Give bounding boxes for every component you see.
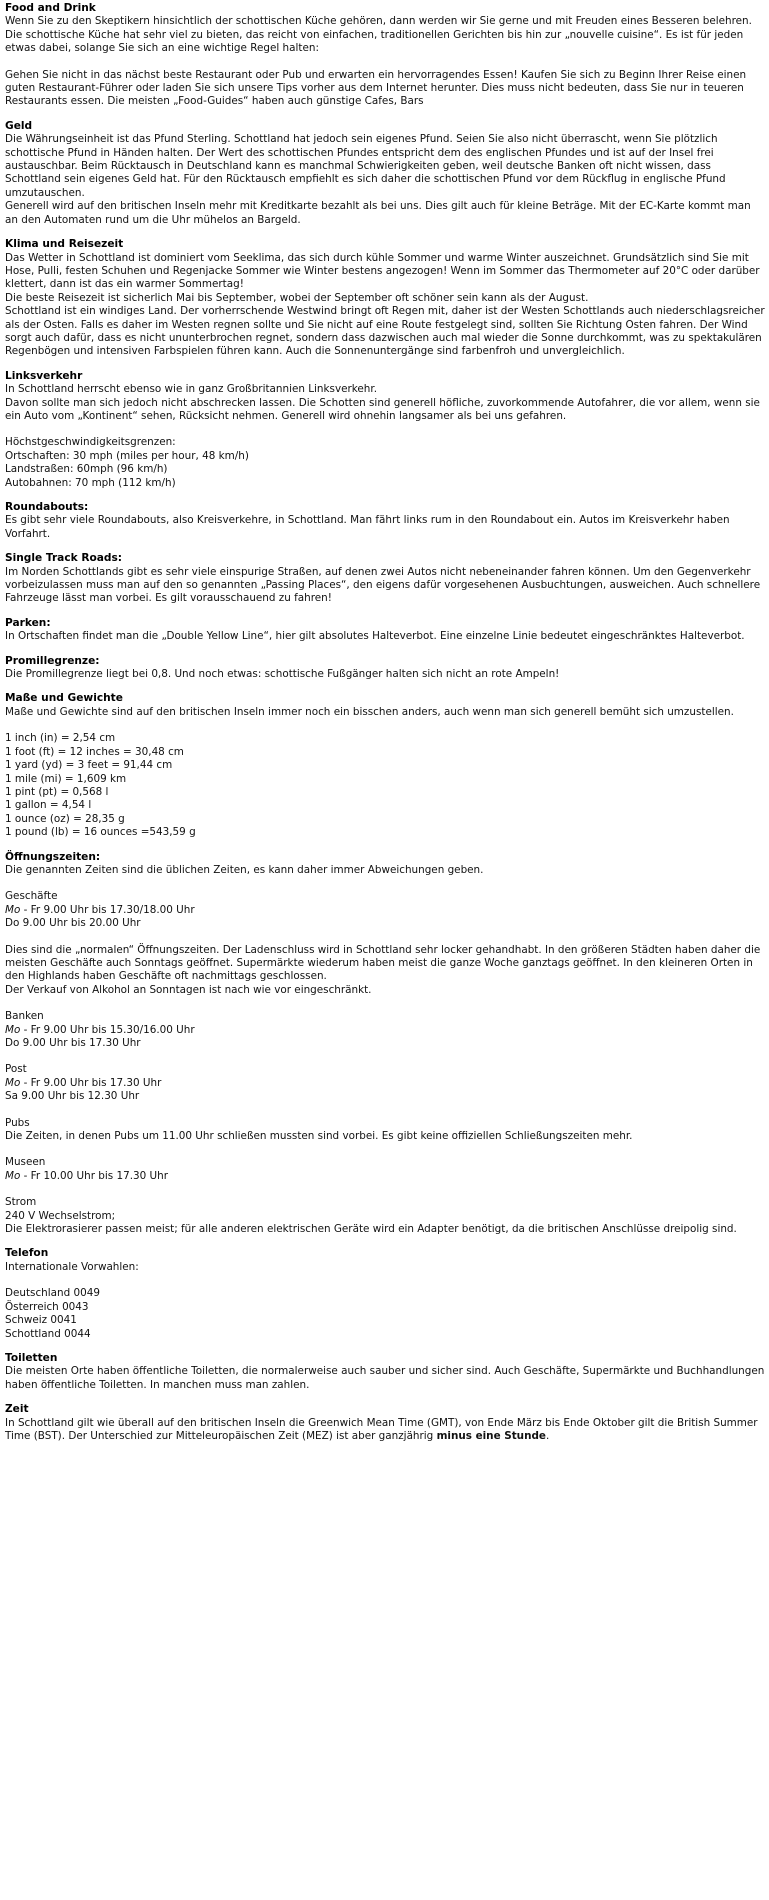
paragraph bbox=[5, 1417, 765, 1444]
paragraph: Die Währungseinheit ist das Pfund Sterling. Schottland hat jedoch sein eigenes Pfund. Seien Sie also nicht überrascht, wenn Sie plötzlich schottische Pfund in Händen halten. Der Wert des schottischen Pfundes entspricht dem des englischen Pfundes und ist auf der Insel frei austauschbar. Beim Rücktausch in Deutschland kann es manchmal Schwierigkeiten geben, weil deutsche Banken oft nicht wissen, dass Schottland sein eigenes Geld hat. Für den Rücktausch empfiehlt es sich daher die schottischen Pfund vor dem Rückflug in englische Pfund umzutauschen. bbox=[5, 133, 726, 199]
paragraph: Davon sollte man sich jedoch nicht abschrecken lassen. Die Schotten sind generell höfliche, zuvorkommende Autofahrer, die vor allem, wenn sie ein Auto vom „Kontinent“ sehen, Rücksicht nehmen. Generell wird ohnehin langsamer als bei uns gefahren. bbox=[5, 396, 760, 422]
heading-masse: Maße und Gewichte bbox=[5, 692, 123, 705]
hours-line bbox=[5, 1024, 765, 1037]
speed-limit-line: Landstraßen: 60mph (96 km/h) bbox=[5, 463, 168, 476]
hours-text: - Fr 9.00 Uhr bis 17.30/18.00 Uhr bbox=[20, 903, 195, 916]
paragraph: Es gibt sehr viele Roundabouts, also Kreisverkehre, in Schottland. Man fährt links rum in den Roundabout ein. Autos im Kreisverkehr haben Vorfahrt. bbox=[5, 514, 730, 540]
section-toiletten bbox=[5, 1352, 765, 1392]
paragraph: Dies sind die „normalen“ Öffnungszeiten. Der Ladenschluss wird in Schottland sehr locker gehandhabt. In den größeren Städten haben daher die meisten Geschäfte auch Sonntags geöffnet. Supermärkte wiederum haben meist die ganze Woche ganztags geöffnet. In den kleineren Orten in den Highlands haben Geschäfte oft nachmittags geschlossen. bbox=[5, 943, 761, 983]
weekday-label: Mo bbox=[5, 1169, 21, 1182]
heading-telefon: Telefon bbox=[5, 1247, 49, 1260]
emphasis-text: minus eine Stunde bbox=[436, 1429, 546, 1442]
speed-limit-line: Autobahnen: 70 mph (112 km/h) bbox=[5, 476, 176, 489]
paragraph: In Ortschaften findet man die „Double Yellow Line“, hier gilt absolutes Halteverbot. Eine einzelne Linie bedeutet eingeschränktes Halteverbot. bbox=[5, 630, 745, 643]
heading-zeit: Zeit bbox=[5, 1403, 29, 1416]
hours-label-banks: Banken bbox=[5, 1010, 44, 1023]
hours-line bbox=[5, 904, 765, 917]
unit-line: 1 foot (ft) = 12 inches = 30,48 cm bbox=[5, 745, 184, 758]
paragraph: Schottland ist ein windiges Land. Der vorherrschende Westwind bringt oft Regen mit, daher ist der Westen Schottlands auch niederschlagsreicher als der Osten. Falls es daher im Westen regnen sollte und Sie nicht auf eine Route festgelegt sind, sollten Sie Richtung Osten fahren. Der Wind sorgt auch dafür, dass es nicht ununterbrochen regnet, sondern dass dazwischen auch mal wieder die Sonne durchkommt, was zu spektakulären Regenbögen und intensiven Farbspielen führen kann. Auch die Sonnenuntergänge sind farbenfroh und unvergleichlich. bbox=[5, 305, 765, 358]
heading-parken: Parken: bbox=[5, 616, 51, 629]
hours-line: Do 9.00 Uhr bis 20.00 Uhr bbox=[5, 917, 141, 930]
unit-line: 1 gallon = 4,54 l bbox=[5, 799, 92, 812]
section-telefon bbox=[5, 1247, 765, 1340]
heading-oeffnungszeiten: Öffnungszeiten: bbox=[5, 850, 101, 863]
paragraph: Die beste Reisezeit ist sicherlich Mai bis September, wobei der September oft schöner sein kann als der August. bbox=[5, 291, 589, 304]
paragraph: Der Verkauf von Alkohol an Sonntagen ist nach wie vor eingeschränkt. bbox=[5, 983, 372, 996]
hours-label-post: Post bbox=[5, 1063, 27, 1076]
weekday-label: Mo bbox=[5, 1076, 21, 1089]
paragraph: Im Norden Schottlands gibt es sehr viele einspurige Straßen, auf denen zwei Autos nicht nebeneinander fahren können. Um den Gegenverkehr vorbeizulassen muss man auf den so genannten „Passing Places“, den eigens dafür vorgesehenen Ausbuchtungen, ausweichen. Auch schnellere Fahrzeuge lässt man vorbei. Es gilt vorausschauend zu fahren! bbox=[5, 565, 761, 605]
dial-code-line: Deutschland 0049 bbox=[5, 1287, 100, 1300]
paragraph: Maße und Gewichte sind auf den britischen Inseln immer noch ein bisschen anders, auch wenn man sich generell bemüht sich umzustellen. bbox=[5, 705, 734, 718]
hours-line bbox=[5, 1170, 765, 1183]
heading-promille: Promillegrenze: bbox=[5, 654, 100, 667]
unit-line: 1 yard (yd) = 3 feet = 91,44 cm bbox=[5, 759, 173, 772]
paragraph: Internationale Vorwahlen: bbox=[5, 1260, 139, 1273]
hours-text: - Fr 9.00 Uhr bis 17.30 Uhr bbox=[20, 1076, 162, 1089]
hours-line: Do 9.00 Uhr bis 17.30 Uhr bbox=[5, 1037, 141, 1049]
unit-line: 1 mile (mi) = 1,609 km bbox=[5, 772, 127, 785]
heading-roundabouts: Roundabouts: bbox=[5, 501, 89, 513]
paragraph: Die genannten Zeiten sind die üblichen Zeiten, es kann daher immer Abweichungen geben. bbox=[5, 863, 484, 876]
paragraph: Die meisten Orte haben öffentliche Toiletten, die normalerweise auch sauber und sicher sind. Auch Geschäfte, Supermärkte und Buchhandlungen haben öffentliche Toiletten. In manchen muss man zahlen. bbox=[5, 1365, 765, 1391]
paragraph: 240 V Wechselstrom; bbox=[5, 1209, 116, 1222]
weekday-label: Mo bbox=[5, 903, 21, 916]
weekday-label: Mo bbox=[5, 1023, 21, 1036]
section-masse bbox=[5, 692, 765, 839]
heading-linksverkehr: Linksverkehr bbox=[5, 369, 83, 382]
speed-limit-line: Ortschaften: 30 mph (miles per hour, 48 km/h) bbox=[5, 449, 249, 462]
dial-code-line: Österreich 0043 bbox=[5, 1300, 89, 1313]
section-roundabouts bbox=[5, 501, 765, 541]
paragraph-text: In Schottland gilt wie überall auf den britischen Inseln die Greenwich Mean Time (GMT), von Ende März bis Ende Oktober gilt die British Summer Time (BST). Der Unterschied zur Mitteleuropäischen Zeit (MEZ) ist aber ganzjährig bbox=[5, 1416, 758, 1442]
section-oeffnungszeiten bbox=[5, 851, 765, 1237]
unit-line: 1 ounce (oz) = 28,35 g bbox=[5, 812, 125, 825]
heading-toiletten: Toiletten bbox=[5, 1351, 58, 1364]
paragraph: Die Elektrorasierer passen meist; für alle anderen elektrischen Geräte wird ein Adapter benötigt, da die britischen Anschlüsse dreipolig sind. bbox=[5, 1223, 737, 1236]
unit-line: 1 pint (pt) = 0,568 l bbox=[5, 785, 109, 798]
paragraph: Das Wetter in Schottland ist dominiert vom Seeklima, das sich durch kühle Sommer und warme Winter auszeichnet. Grundsätzlich sind Sie mit Hose, Pulli, festen Schuhen und Regenjacke Sommer wie Winter bestens angezogen! Wenn im Sommer das Thermometer auf 20°C oder darüber klettert, dann ist das ein warmer Sommertag! bbox=[5, 251, 760, 291]
heading-food: Food and Drink bbox=[5, 2, 96, 14]
section-single-track bbox=[5, 552, 765, 606]
section-zeit bbox=[5, 1403, 765, 1443]
unit-line: 1 inch (in) = 2,54 cm bbox=[5, 732, 116, 745]
section-klima bbox=[5, 238, 765, 359]
heading-klima: Klima und Reisezeit bbox=[5, 238, 124, 251]
paragraph: Die Zeiten, in denen Pubs um 11.00 Uhr schließen mussten sind vorbei. Es gibt keine offiziellen Schließungszeiten mehr. bbox=[5, 1130, 633, 1143]
hours-line bbox=[5, 1077, 765, 1090]
section-promille bbox=[5, 655, 765, 682]
hours-label-shops: Geschäfte bbox=[5, 890, 58, 903]
section-geld bbox=[5, 120, 765, 227]
dial-code-line: Schottland 0044 bbox=[5, 1327, 91, 1340]
label-strom: Strom bbox=[5, 1196, 37, 1209]
paragraph: Die Promillegrenze liegt bei 0,8. Und noch etwas: schottische Fußgänger halten sich nicht an rote Ampeln! bbox=[5, 668, 560, 681]
dial-code-line: Schweiz 0041 bbox=[5, 1314, 77, 1327]
section-food bbox=[5, 2, 765, 109]
section-parken bbox=[5, 617, 765, 644]
unit-line: 1 pound (lb) = 16 ounces =543,59 g bbox=[5, 826, 196, 839]
heading-geld: Geld bbox=[5, 119, 33, 132]
paragraph: Gehen Sie nicht in das nächst beste Restaurant oder Pub und erwarten ein hervorragendes Essen! Kaufen Sie sich zu Beginn Ihrer Reise einen guten Restaurant-Führer oder laden Sie sich unsere Tips vorher aus dem Internet herunter. Dies muss nicht bedeuten, dass Sie nur in teueren Restaurants essen. Die meisten „Food-Guides“ haben auch günstige Cafes, Bars bbox=[5, 68, 747, 108]
hours-label-pubs: Pubs bbox=[5, 1116, 30, 1129]
hours-text: - Fr 10.00 Uhr bis 17.30 Uhr bbox=[20, 1169, 169, 1182]
hours-text: - Fr 9.00 Uhr bis 15.30/16.00 Uhr bbox=[20, 1023, 195, 1036]
paragraph: Wenn Sie zu den Skeptikern hinsichtlich der schottischen Küche gehören, dann werden wir Sie gerne und mit Freuden eines Besseren belehren. Die schottische Küche hat sehr viel zu bieten, das reicht von einfachen, traditionellen Gerichten bis hin zur „nouvelle cuisine“. Es ist für jeden etwas dabei, solange Sie sich an eine wichtige Regel halten: bbox=[5, 15, 752, 55]
hours-line: Sa 9.00 Uhr bis 12.30 Uhr bbox=[5, 1090, 140, 1103]
section-linksverkehr bbox=[5, 370, 765, 490]
paragraph-end: . bbox=[545, 1429, 550, 1442]
hours-label-museen: Museen bbox=[5, 1156, 46, 1169]
paragraph: Generell wird auf den britischen Inseln mehr mit Kreditkarte bezahlt als bei uns. Dies gilt auch für kleine Beträge. Mit der EC-Karte kommt man an den Automaten rund um die Uhr mühelos an Bargeld. bbox=[5, 200, 751, 226]
paragraph: In Schottland herrscht ebenso wie in ganz Großbritannien Linksverkehr. bbox=[5, 383, 378, 396]
speed-limits-heading: Höchstgeschwindigkeitsgrenzen: bbox=[5, 436, 176, 449]
heading-single-track: Single Track Roads: bbox=[5, 552, 123, 565]
